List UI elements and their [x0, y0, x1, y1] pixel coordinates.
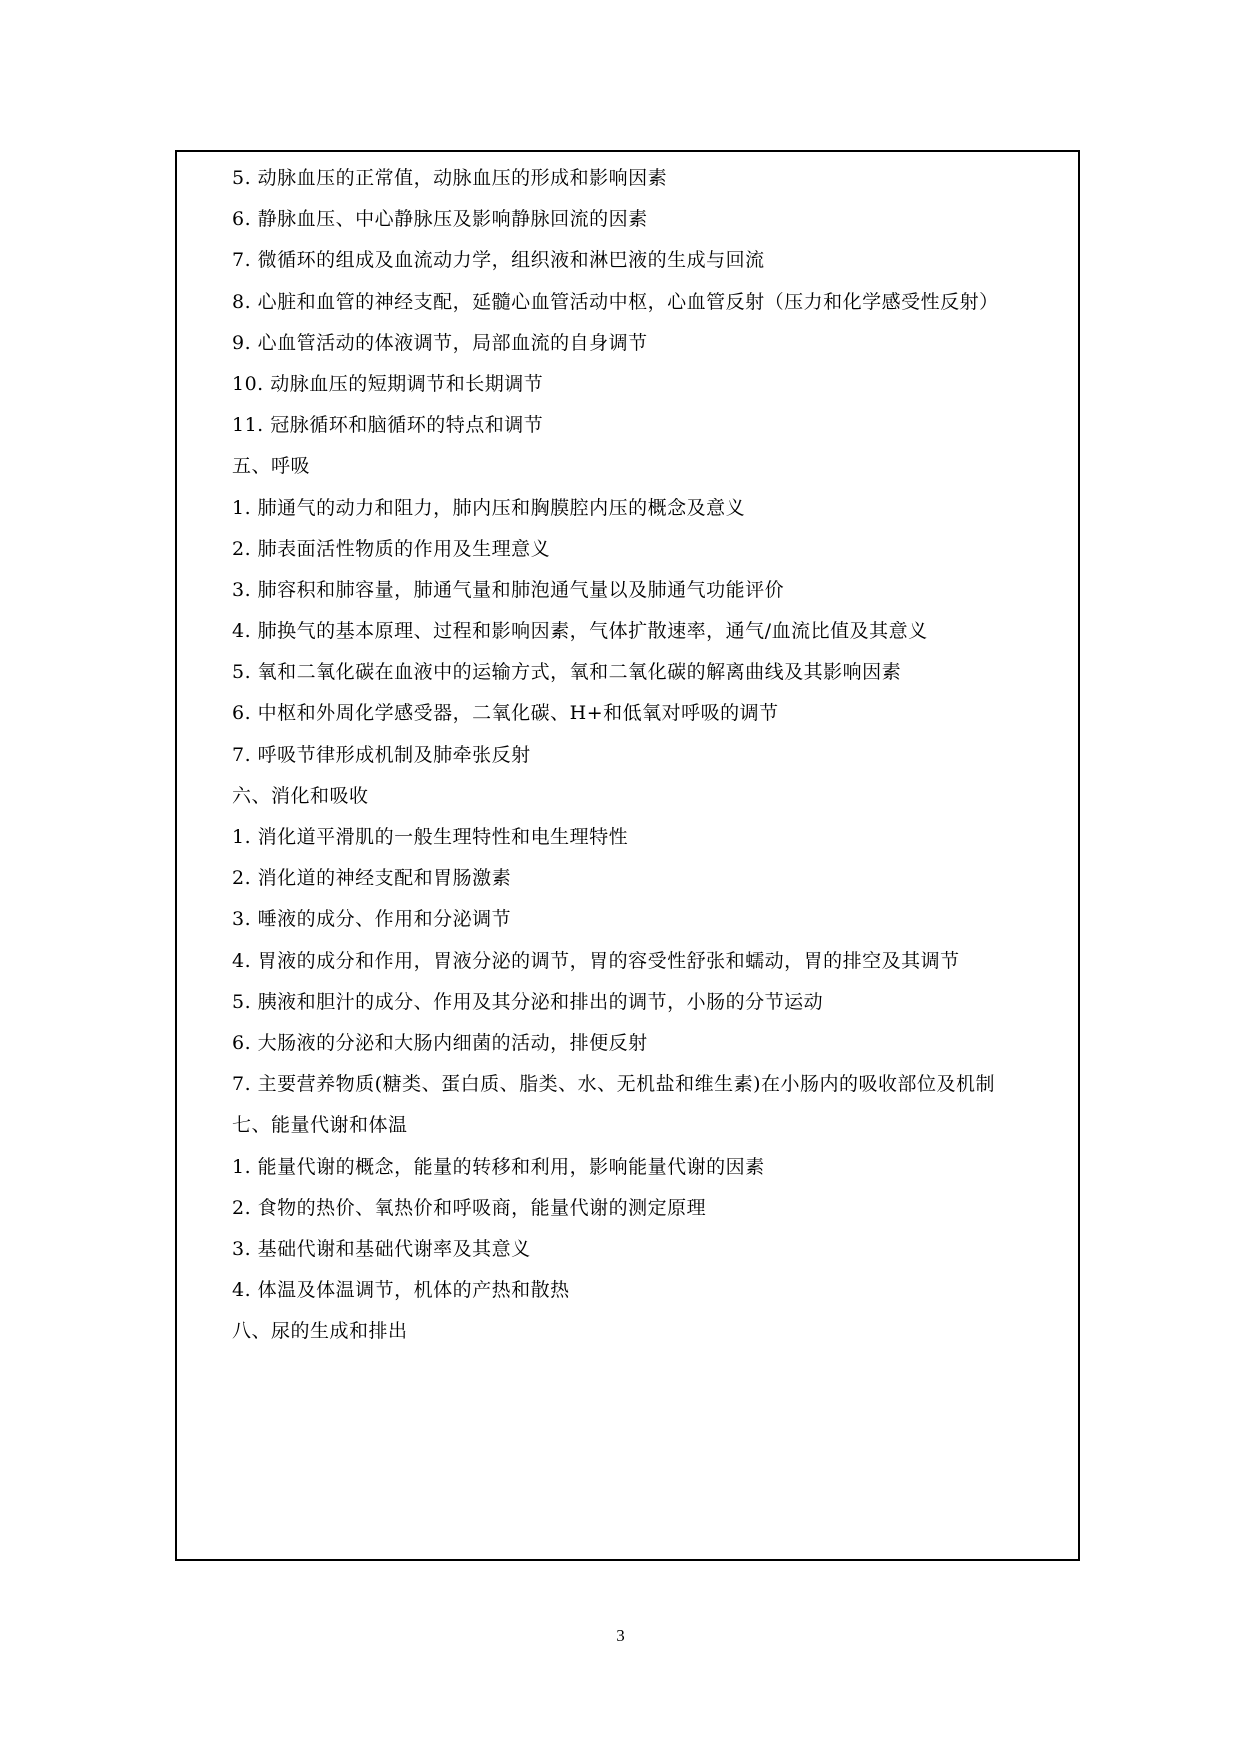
list-item: 9. 心血管活动的体液调节，局部血流的自身调节 [232, 331, 648, 354]
section-heading: 八、尿的生成和排出 [232, 1320, 408, 1343]
list-item: 5. 胰液和胆汁的成分、作用及其分泌和排出的调节，小肠的分节运动 [232, 990, 824, 1013]
list-item: 7. 微循环的组成及血流动力学，组织液和淋巴液的生成与回流 [232, 249, 765, 272]
list-item: 1. 肺通气的动力和阻力，肺内压和胸膜腔内压的概念及意义 [232, 496, 746, 519]
list-item: 1. 消化道平滑肌的一般生理特性和电生理特性 [232, 826, 629, 848]
list-item: 4. 体温及体温调节，机体的产热和散热 [232, 1279, 570, 1302]
list-item: 3. 唾液的成分、作用和分泌调节 [232, 908, 512, 931]
list-item: 7. 主要营养物质(糖类、蛋白质、脂类、水、无机盐和维生素)在小肠内的吸收部位及机制 [232, 1073, 995, 1096]
list-item: 5. 动脉血压的正常值，动脉血压的形成和影响因素 [232, 167, 668, 189]
list-item: 7. 呼吸节律形成机制及肺牵张反射 [232, 743, 531, 766]
list-item: 11. 冠脉循环和脑循环的特点和调节 [232, 414, 544, 437]
list-item: 2. 食物的热价、氧热价和呼吸商，能量代谢的测定原理 [232, 1196, 707, 1219]
list-item: 5. 氧和二氧化碳在血液中的运输方式，氧和二氧化碳的解离曲线及其影响因素 [232, 661, 902, 684]
section-heading: 七、能量代谢和体温 [232, 1114, 408, 1137]
list-item: 6. 静脉血压、中心静脉压及影响静脉回流的因素 [232, 208, 648, 231]
list-item: 4. 肺换气的基本原理、过程和影响因素，气体扩散速率，通气/血流比值及其意义 [232, 620, 928, 643]
syllabus-list [232, 158, 1068, 1352]
list-item: 10. 动脉血压的短期调节和长期调节 [232, 372, 544, 395]
list-item: 4. 胃液的成分和作用，胃液分泌的调节，胃的容受性舒张和蠕动，胃的排空及其调节 [232, 949, 960, 972]
section-heading: 五、呼吸 [232, 455, 311, 478]
content-table-cell [175, 150, 1080, 1561]
list-item: 3. 基础代谢和基础代谢率及其意义 [232, 1237, 531, 1260]
list-item: 2. 肺表面活性物质的作用及生理意义 [232, 537, 551, 560]
section-heading: 六、消化和吸收 [232, 784, 369, 807]
page-number: 3 [616, 1626, 625, 1645]
list-item: 8. 心脏和血管的神经支配，延髓心血管活动中枢，心血管反射（压力和化学感受性反射） [232, 290, 999, 313]
list-item: 6. 中枢和外周化学感受器，二氧化碳、H+和低氧对呼吸的调节 [232, 702, 779, 725]
list-item: 6. 大肠液的分泌和大肠内细菌的活动，排便反射 [232, 1031, 648, 1054]
list-item: 2. 消化道的神经支配和胃肠激素 [232, 867, 512, 890]
list-item: 3. 肺容积和肺容量，肺通气量和肺泡通气量以及肺通气功能评价 [232, 578, 785, 601]
list-item: 1. 能量代谢的概念，能量的转移和利用，影响能量代谢的因素 [232, 1155, 765, 1178]
